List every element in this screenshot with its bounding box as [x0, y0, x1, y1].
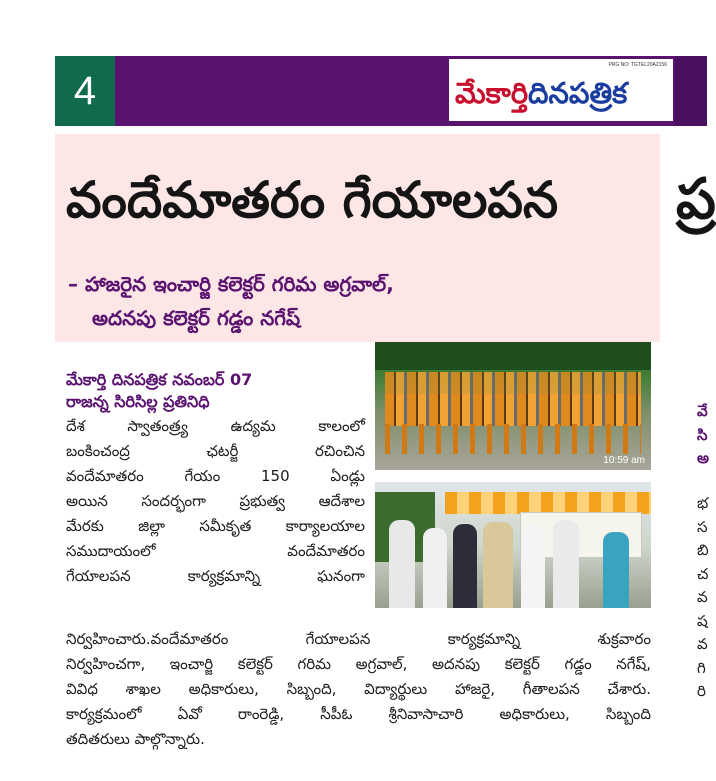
next-article-headline: ప్ర: [676, 167, 716, 232]
body-line: నిర్వహించగా, ఇంచార్జి కలెక్టర్ గరిమ అగ్రవాల్, అదనపు కలెక్టర్ గడ్డం నగేష్,: [66, 655, 651, 673]
body-line: తదితరులు పాల్గొన్నారు.: [66, 730, 205, 748]
body-line: నిర్వహించారు.వందేమాతరం గేయాలపన కార్యక్రమాన్ని శుక్రవారం: [66, 630, 651, 648]
next-article-body: భ స బి చ వ ష వ గి రి: [697, 494, 709, 700]
logo-word-1: మేకార్తి: [455, 76, 529, 110]
page-number: 4: [55, 56, 115, 126]
body-line: వివిధ శాఖల అధికారులు, సిబ్బంది, విద్యార్థులు హాజరై, గీతాలపన చేశారు.: [66, 680, 651, 698]
body-line: వందేమాతరం గేయం 150 ఏండ్లు: [66, 467, 365, 485]
body-line: బంకించంద్ర ఛటర్జీ రచించిన: [66, 442, 365, 460]
next-article-text: వే సి అ: [697, 402, 710, 467]
logo-word-2: దినపత్రిక: [528, 76, 628, 110]
byline-line-1: మేకార్తి దినపత్రిక నవంబర్ 07: [66, 370, 253, 389]
headline: వందేమాతరం గేయాలపన: [66, 171, 559, 229]
body-line: గేయాలపన కార్యక్రమాన్ని ఘనంగా: [66, 567, 365, 585]
photo-officials: [375, 482, 651, 608]
body-line: మేరకు జిల్లా సమీకృత కార్యాలయాల: [66, 517, 365, 535]
newspaper-logo: [449, 59, 673, 121]
masthead-next-page: [675, 56, 707, 126]
byline-line-2: రాజన్న సిరిసిల్ల ప్రతినిధి: [66, 392, 210, 411]
body-line: సముదాయంలో వందేమాతరం: [66, 542, 365, 560]
subheading-line-1: – హాజరైన ఇంచార్జి కలెక్టర్ గరిమ అగ్రవాల్,: [68, 272, 394, 296]
subheading-line-2: అదనపు కలెక్టర్ గడ్డం నగేష్: [92, 306, 301, 330]
body-line: దేశ స్వాతంత్ర్య ఉద్యమ కాలంలో: [66, 417, 365, 435]
logo-registration: PRG NO: TGTEL20A2156: [608, 62, 667, 68]
photo-students-assembly: [375, 342, 651, 470]
body-line: కార్యక్రమంలో ఏవో రాంరెడ్డి, సీపీఓ శ్రీనివాసాచారి అధికారులు, సిబ్బంది: [66, 705, 651, 723]
logo-text: [455, 73, 667, 113]
body-line: అయిన సందర్భంగా ప్రభుత్వ ఆదేశాల: [66, 492, 365, 510]
photo-timestamp: 10:59 am: [603, 455, 645, 466]
